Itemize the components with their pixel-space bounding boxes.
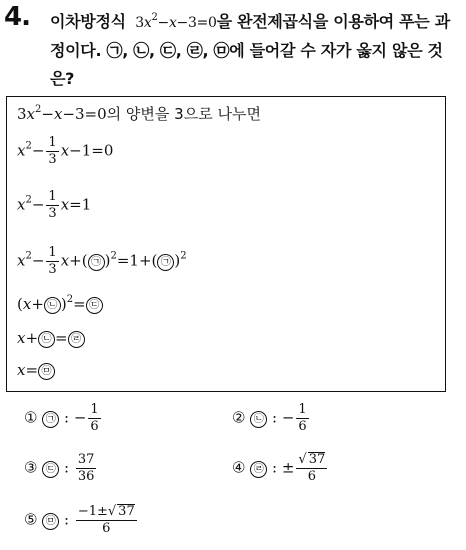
stem-equation: $3x^2-x-3=0$ xyxy=(131,12,217,31)
step-1: $3x^2-x-3=0$의 양변을 3으로 나누면 xyxy=(17,104,261,123)
stem-part-2: 을 완전제곱식을 이용하여 푸는 과정이다. ㉠, ㉡, ㉢, ㉣, ㉤에 들어갈 수 자가 옳지 않은 것은? xyxy=(50,12,450,88)
choice-4-marker: ㉣ xyxy=(250,461,267,478)
choice-2-marker: ㉡ xyxy=(250,411,267,428)
choice-1-number: ① xyxy=(24,408,38,427)
choice-1-marker: ㉠ xyxy=(42,411,59,428)
marker-b: ㉡ xyxy=(44,297,61,314)
marker-c: ㉢ xyxy=(86,297,103,314)
step-1-text: 의 양변을 3으로 나누면 xyxy=(106,105,261,123)
choice-4-number: ④ xyxy=(232,458,246,477)
choice-2[interactable]: ② ㉡ : − $\frac{1}{6}$ xyxy=(232,402,307,434)
question-number: 4. xyxy=(4,2,30,32)
choice-3[interactable]: ③ ㉢ : $\frac{37}{36}$ xyxy=(24,452,95,484)
choice-5[interactable]: ⑤ ㉤ : $\frac{-1\pm√ 37}{6}$ xyxy=(24,504,135,536)
marker-b: ㉡ xyxy=(38,331,55,348)
step-7: x= ㉤ xyxy=(17,361,55,380)
choice-5-number: ⑤ xyxy=(24,510,38,529)
step-5: (x+ ㉡ )$^2$= ㉢ xyxy=(17,295,103,314)
choice-1[interactable]: ① ㉠ : − $\frac{1}{6}$ xyxy=(24,402,99,434)
question-stem xyxy=(50,8,460,93)
choice-5-marker: ㉤ xyxy=(42,513,59,530)
stem-part-1: 이차방정식 xyxy=(50,12,126,31)
step-4: $x^2-$ $\frac{1}{3}$ x+( ㉠ )$^2$=1+( ㉠ )$^2$ xyxy=(17,245,187,277)
step-2: $x^2-$ $\frac{1}{3}$ x−1=0 xyxy=(17,135,114,167)
choice-3-marker: ㉢ xyxy=(42,461,59,478)
marker-d: ㉣ xyxy=(68,331,85,348)
choice-2-number: ② xyxy=(232,408,246,427)
marker-e: ㉤ xyxy=(38,363,55,380)
step-3: $x^2-$ $\frac{1}{3}$ x=1 xyxy=(17,189,92,221)
marker-a: ㉠ xyxy=(88,254,105,271)
choice-4[interactable]: ④ ㉣ : ± $\frac{√ 37}{6}$ xyxy=(232,452,326,484)
marker-a: ㉠ xyxy=(157,254,174,271)
step-6: x+ ㉡ = ㉣ xyxy=(17,329,85,348)
solution-box xyxy=(6,96,446,392)
choice-3-number: ③ xyxy=(24,458,38,477)
